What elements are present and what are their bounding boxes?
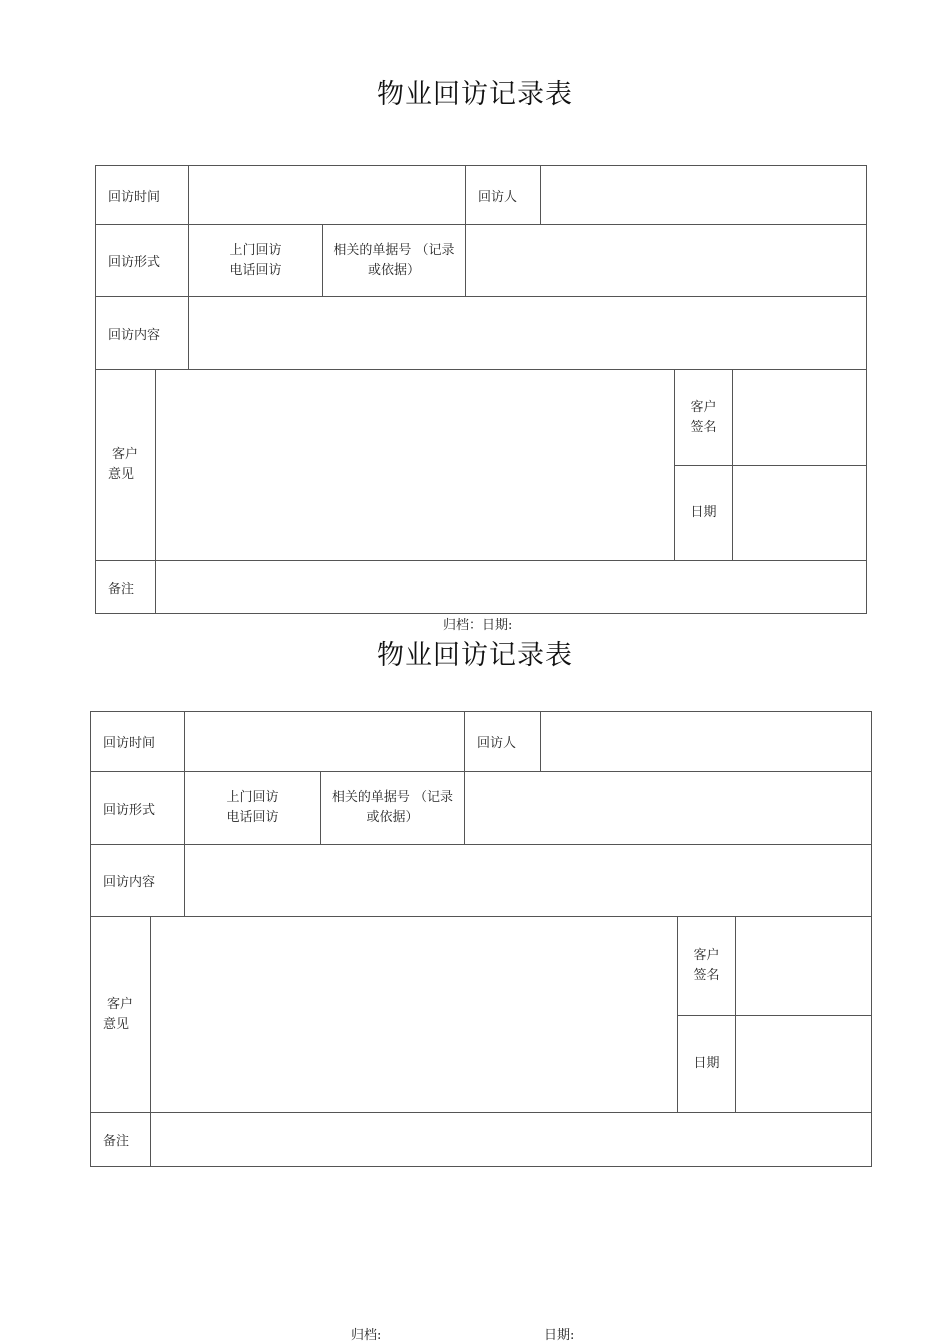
label-related-docs-line1: 相关的单据号 （记录 bbox=[333, 242, 455, 258]
form-1-title: 物业回访记录表 bbox=[377, 79, 573, 110]
label-related-docs-line2: 或依据） bbox=[367, 262, 420, 278]
row-customer-opinion bbox=[91, 917, 871, 1113]
label-related-docs bbox=[322, 225, 465, 296]
form-1-table bbox=[95, 165, 867, 614]
label-date: 日期 bbox=[675, 465, 732, 560]
label-visit-content: 回访内容 bbox=[108, 327, 161, 343]
option-phone-visit[interactable]: 电话回访 bbox=[229, 262, 282, 278]
label-customer-opinion-line2: 意见 bbox=[108, 467, 135, 482]
label-customer-opinion bbox=[91, 917, 150, 1112]
option-door-visit[interactable]: 上门回访 bbox=[226, 790, 279, 805]
footer-archive-date: 归档：日期: bbox=[443, 618, 513, 633]
field-visit-content[interactable] bbox=[184, 845, 871, 916]
label-customer-signature-line2: 签名 bbox=[690, 419, 717, 435]
label-customer-signature-line1: 客户 bbox=[690, 399, 717, 415]
field-visit-time[interactable] bbox=[188, 166, 465, 224]
label-visit-content: 回访内容 bbox=[103, 875, 156, 890]
label-customer-opinion-line1: 客户 bbox=[107, 996, 134, 1012]
label-customer-signature bbox=[675, 370, 732, 465]
field-customer-opinion[interactable] bbox=[150, 917, 677, 1112]
row-remarks bbox=[96, 561, 866, 613]
column-sign-date-fields bbox=[732, 370, 866, 560]
row-visit-content bbox=[91, 845, 871, 917]
field-related-docs[interactable] bbox=[464, 772, 871, 844]
label-customer-opinion bbox=[96, 370, 155, 560]
field-visit-method-options[interactable] bbox=[184, 772, 320, 844]
row-customer-opinion bbox=[96, 370, 866, 561]
label-related-docs-line1: 相关的单据号 （记录 bbox=[331, 790, 454, 805]
field-related-docs[interactable] bbox=[465, 225, 866, 296]
row-visit-method bbox=[91, 772, 871, 845]
field-customer-signature[interactable] bbox=[736, 917, 871, 1015]
column-sign-date-fields bbox=[735, 917, 871, 1112]
field-customer-opinion[interactable] bbox=[155, 370, 674, 560]
field-remarks[interactable] bbox=[150, 1113, 871, 1166]
field-visit-method-options[interactable] bbox=[188, 225, 322, 296]
label-customer-opinion-line2: 意见 bbox=[103, 1016, 130, 1032]
label-customer-signature bbox=[678, 917, 735, 1015]
label-customer-signature-line2: 签名 bbox=[693, 968, 720, 983]
footer-date: 日期: bbox=[544, 1328, 575, 1343]
field-visit-time[interactable] bbox=[184, 712, 464, 771]
column-sign-date-labels bbox=[674, 370, 732, 560]
row-visit-time bbox=[96, 166, 866, 225]
form-2-table bbox=[90, 711, 872, 1167]
label-remarks: 备注 bbox=[108, 581, 135, 597]
label-visit-time: 回访时间 bbox=[103, 736, 156, 751]
row-remarks bbox=[91, 1113, 871, 1166]
label-related-docs-line2: 或依据） bbox=[366, 810, 419, 825]
field-visitor[interactable] bbox=[540, 166, 866, 224]
label-customer-signature-line1: 客户 bbox=[693, 948, 720, 963]
field-visitor[interactable] bbox=[540, 712, 871, 771]
label-remarks: 备注 bbox=[103, 1134, 130, 1149]
column-sign-date-labels bbox=[677, 917, 735, 1112]
footer-archive: 归档: bbox=[351, 1328, 382, 1343]
row-visit-content bbox=[96, 297, 866, 370]
option-phone-visit[interactable]: 电话回访 bbox=[226, 810, 279, 825]
field-customer-signature[interactable] bbox=[733, 370, 866, 465]
label-visit-method: 回访形式 bbox=[108, 255, 161, 270]
field-date[interactable] bbox=[733, 465, 866, 560]
label-customer-opinion-line1: 客户 bbox=[112, 447, 139, 462]
label-date: 日期 bbox=[678, 1015, 735, 1112]
label-related-docs bbox=[320, 772, 464, 844]
row-visit-method bbox=[96, 225, 866, 297]
label-visit-method: 回访形式 bbox=[103, 802, 156, 818]
label-visitor: 回访人 bbox=[465, 166, 540, 224]
option-door-visit[interactable]: 上门回访 bbox=[229, 242, 282, 258]
field-remarks[interactable] bbox=[155, 561, 866, 613]
field-visit-content[interactable] bbox=[188, 297, 866, 369]
label-visit-time: 回访时间 bbox=[108, 189, 161, 205]
label-visitor: 回访人 bbox=[464, 712, 540, 771]
field-date[interactable] bbox=[736, 1015, 871, 1112]
row-visit-time bbox=[91, 712, 871, 772]
form-2-title: 物业回访记录表 bbox=[377, 640, 573, 671]
